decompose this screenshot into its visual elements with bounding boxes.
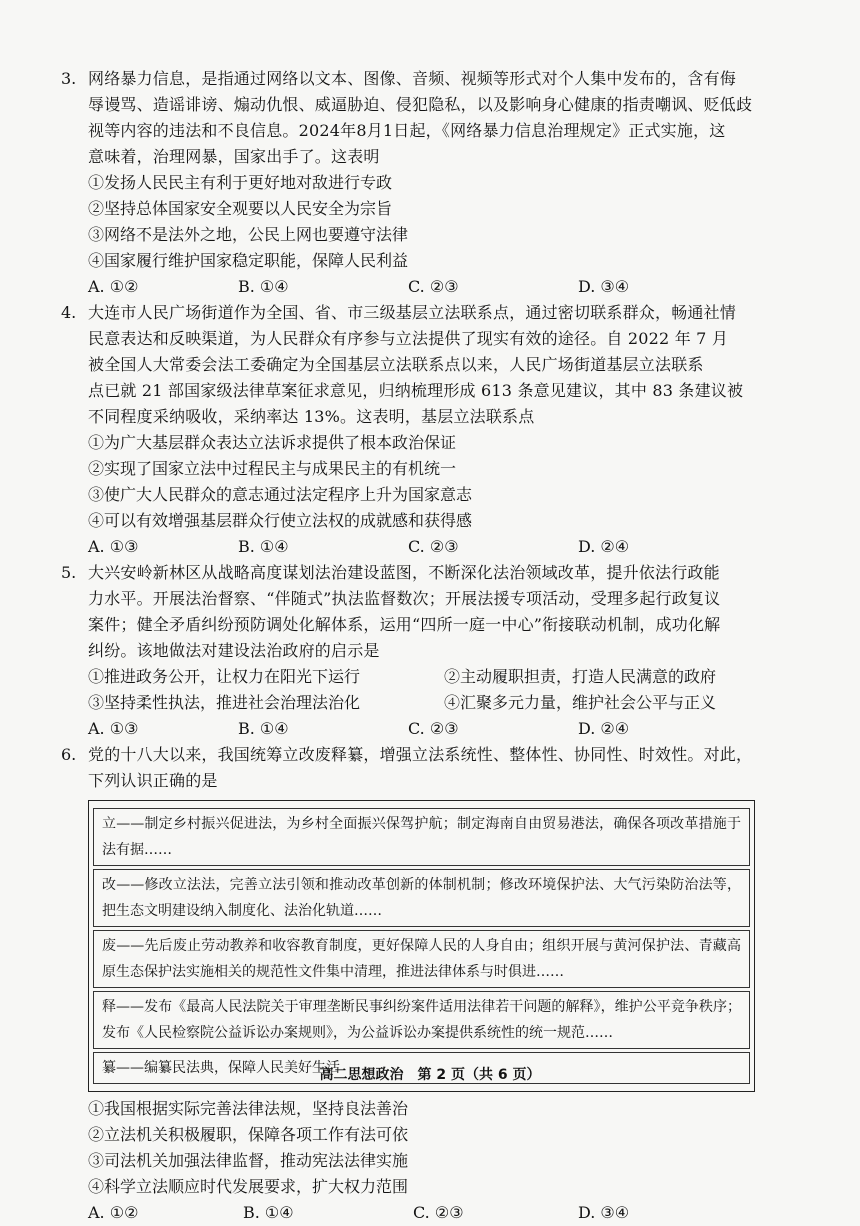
answer-d: D. ②④	[578, 537, 630, 556]
stem-line: 视等内容的违法和不良信息。2024年8月1日起，《网络暴力信息治理规定》正式实施，这	[88, 121, 726, 140]
question-number: 4.	[61, 303, 77, 322]
material-table	[88, 800, 755, 1092]
question-5	[61, 560, 800, 742]
stem-line: 民意表达和反映渠道，为人民群众有序参与立法提供了现实有效的途径。自 2022 年 7 月	[88, 329, 729, 348]
stem-line: 案件；健全矛盾纠纷预防调处化解体系，运用“四所一庭一中心”衔接联动机制，成功化解	[88, 615, 721, 634]
options-row	[88, 690, 800, 716]
stem-line: 点已就 21 部国家级法律草案征求意见，归纳梳理形成 613 条意见建议，其中 83 条建议被	[88, 381, 744, 400]
answer-choices	[88, 1200, 800, 1226]
question-number: 3.	[61, 69, 77, 88]
question-number: 5.	[61, 563, 77, 582]
answer-choices	[88, 534, 800, 560]
option-4: ④科学立法顺应时代发展要求，扩大权力范围	[88, 1177, 409, 1196]
answer-b: B. ①④	[238, 719, 289, 738]
table-cell-shi: 释——发布《最高人民法院关于审理垄断民事纠纷案件适用法律若干问题的解释》，维护公平竞争秩序；发布《人民检察院公益诉讼办案规则》，为公益诉讼办案提供系统性的统一规范……	[93, 991, 750, 1049]
stem-line: 纠纷。该地做法对建设法治政府的启示是	[88, 641, 380, 660]
stem-line: 网络暴力信息，是指通过网络以文本、图像、音频、视频等形式对个人集中发布的，含有侮	[88, 69, 737, 88]
option-3: ③司法机关加强法律监督，推动宪法法律实施	[88, 1151, 409, 1170]
option-1: ①为广大基层群众表达立法诉求提供了根本政治保证	[88, 433, 457, 452]
question-4	[61, 300, 800, 560]
option-3: ③坚持柔性执法，推进社会治理法治化	[88, 693, 361, 712]
question-3	[61, 66, 800, 300]
table-cell-fei: 废——先后废止劳动教养和收容教育制度，更好保障人民的人身自由；组织开展与黄河保护法、青藏高原生态保护法实施相关的规范性文件集中清理，推进法律体系与时俱进……	[93, 930, 750, 988]
option-3: ③网络不是法外之地，公民上网也要遵守法律	[88, 225, 409, 244]
answer-choices	[88, 274, 800, 300]
answer-choices	[88, 716, 800, 742]
answer-a: A. ①③	[88, 537, 139, 556]
option-1: ①我国根据实际完善法律法规，坚持良法善治	[88, 1099, 409, 1118]
question-number: 6.	[61, 745, 77, 764]
stem-line: 不同程度采纳吸收，采纳率达 13%。这表明，基层立法联系点	[88, 407, 535, 426]
stem-line: 辱谩骂、造谣诽谤、煽动仇恨、威逼胁迫、侵犯隐私，以及影响身心健康的指责嘲讽、贬低歧	[88, 95, 753, 114]
table-cell-li: 立——制定乡村振兴促进法，为乡村全面振兴保驾护航；制定海南自由贸易港法，确保各项改革措施于法有据……	[93, 808, 750, 866]
table-cell-gai: 改——修改立法法，完善立法引领和推动改革创新的体制机制；修改环境保护法、大气污染防治法等，把生态文明建设纳入制度化、法治化轨道……	[93, 869, 750, 927]
stem-line: 力水平。开展法治督察、“伴随式”执法监督数次；开展法援专项活动，受理多起行政复议	[88, 589, 721, 608]
answer-a: A. ①②	[88, 277, 139, 296]
option-2: ②主动履职担责，打造人民满意的政府	[444, 667, 717, 686]
option-1: ①推进政务公开，让权力在阳光下运行	[88, 667, 361, 686]
option-4: ④可以有效增强基层群众行使立法权的成就感和获得感	[88, 511, 473, 530]
answer-a: A. ①②	[88, 1203, 139, 1222]
answer-a: A. ①③	[88, 719, 139, 738]
answer-b: B. ①④	[238, 277, 289, 296]
option-3: ③使广大人民群众的意志通过法定程序上升为国家意志	[88, 485, 473, 504]
answer-d: D. ③④	[578, 1203, 630, 1222]
option-2: ②实现了国家立法中过程民主与成果民主的有机统一	[88, 459, 457, 478]
stem-line: 下列认识正确的是	[88, 771, 218, 790]
answer-d: D. ③④	[578, 277, 630, 296]
stem-line: 党的十八大以来，我国统筹立改废释纂，增强立法系统性、整体性、协同性、时效性。对此，	[88, 745, 753, 764]
answer-c: C. ②③	[408, 277, 459, 296]
question-6	[61, 742, 800, 1226]
stem-line: 大连市人民广场街道作为全国、省、市三级基层立法联系点，通过密切联系群众，畅通社情	[88, 303, 737, 322]
answer-b: B. ①④	[243, 1203, 294, 1222]
options-row	[88, 664, 800, 690]
option-2: ②坚持总体国家安全观要以人民安全为宗旨	[88, 199, 393, 218]
option-4: ④国家履行维护国家稳定职能，保障人民利益	[88, 251, 409, 270]
answer-c: C. ②③	[413, 1203, 464, 1222]
option-2: ②立法机关积极履职，保障各项工作有法可依	[88, 1125, 409, 1144]
option-4: ④汇聚多元力量，维护社会公平与正义	[444, 693, 717, 712]
answer-d: D. ②④	[578, 719, 630, 738]
stem-line: 大兴安岭新林区从战略高度谋划法治建设蓝图，不断深化法治领域改革，提升依法行政能	[88, 563, 720, 582]
table-cell-zuan: 纂——编纂民法典，保障人民美好生活	[93, 1052, 750, 1084]
option-1: ①发扬人民民主有利于更好地对敌进行专政	[88, 173, 393, 192]
stem-line: 意味着，治理网暴，国家出手了。这表明	[88, 147, 380, 166]
stem-line: 被全国人大常委会法工委确定为全国基层立法联系点以来，人民广场街道基层立法联系	[88, 355, 704, 374]
answer-b: B. ①④	[238, 537, 289, 556]
answer-c: C. ②③	[408, 537, 459, 556]
answer-c: C. ②③	[408, 719, 459, 738]
page-footer: 高二思想政治 第 2 页（共 6 页）	[319, 1067, 541, 1083]
